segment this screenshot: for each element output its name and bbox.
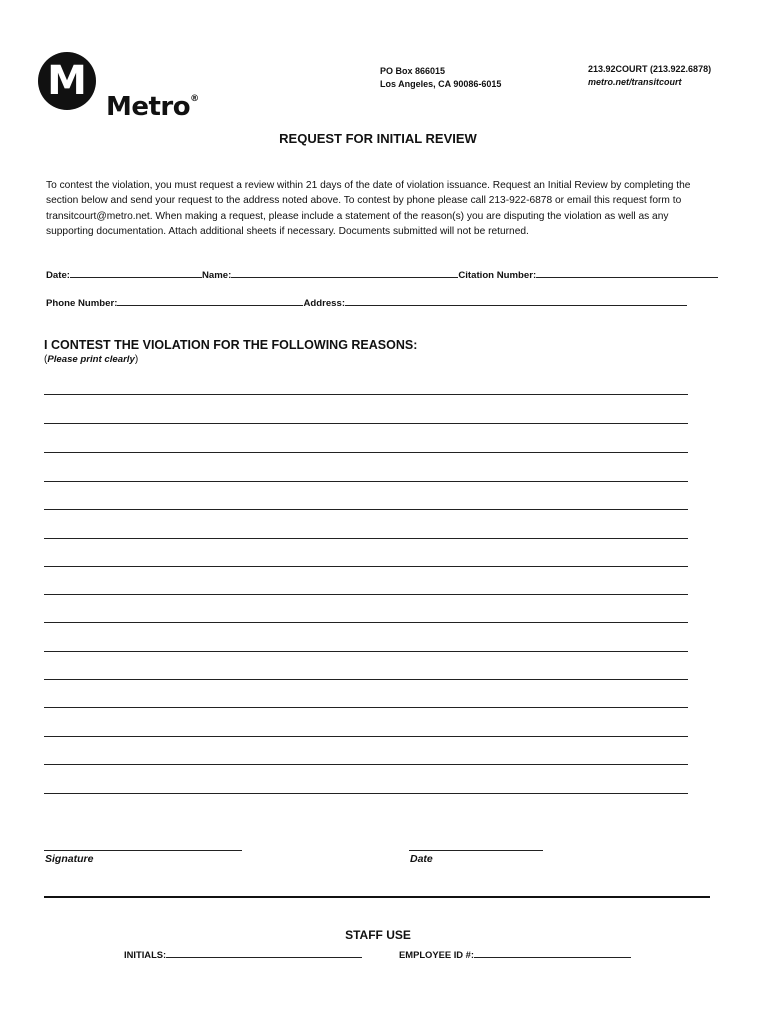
contact-info — [588, 63, 711, 89]
reason-line[interactable] — [44, 793, 688, 794]
note-paren-close: ) — [134, 354, 139, 365]
reason-line[interactable] — [44, 509, 688, 510]
address-field[interactable] — [345, 296, 687, 306]
info-row-1 — [46, 268, 718, 281]
address-line-2: Los Angeles, CA 90086-6015 — [380, 79, 502, 89]
signature-label: Signature — [45, 853, 94, 865]
info-row-2 — [46, 296, 687, 309]
employee-id-row — [399, 948, 631, 960]
reason-line[interactable] — [44, 622, 688, 623]
contact-phone: 213.92COURT (213.922.6878) — [588, 64, 712, 74]
phone-number-field[interactable] — [117, 296, 303, 306]
initials-label: INITIALS: — [124, 949, 167, 960]
citation-number-label: Citation Number: — [458, 270, 537, 281]
signature-date-label: Date — [410, 853, 433, 865]
reason-line[interactable] — [44, 566, 688, 567]
logo-wordmark-text: Metro — [106, 92, 191, 122]
note-text: Please print clearly — [47, 354, 135, 365]
contact-website: metro.net/transitcourt — [588, 77, 682, 87]
reason-line[interactable] — [44, 764, 688, 765]
reason-line[interactable] — [44, 707, 688, 708]
employee-id-field[interactable] — [474, 948, 631, 958]
employee-id-label: EMPLOYEE ID #: — [399, 949, 475, 960]
reason-line[interactable] — [44, 394, 688, 395]
staff-use-heading: STAFF USE — [345, 928, 411, 942]
signature-date-field[interactable] — [409, 850, 543, 851]
instructions-paragraph: To contest the violation, you must request a review within 21 days of the date of violation issuance. Request an Initial Review by completing the section below and send your request to the address noted above. To contest by phone please call 213-922-6878 or email this request form to transitcourt@metro.net. When making a request, please include a statement of the reason(s) you are disputing the violation as well as any supporting documentation. Attach additional sheets if necessary. Documents submitted will not be returned. — [46, 180, 691, 238]
signature-field[interactable] — [44, 850, 242, 851]
reason-line[interactable] — [44, 594, 688, 595]
address-label: Address: — [303, 298, 346, 309]
address-line-1: PO Box 866015 — [380, 66, 446, 76]
initials-field[interactable] — [166, 948, 362, 958]
date-field[interactable] — [70, 268, 202, 278]
print-clearly-note — [44, 354, 138, 365]
reason-line[interactable] — [44, 452, 688, 453]
initials-row — [124, 948, 362, 960]
registered-mark: ® — [190, 94, 199, 104]
metro-logo-mark: M — [38, 52, 96, 110]
phone-number-label: Phone Number: — [46, 298, 118, 309]
mailing-address — [380, 65, 501, 91]
contest-heading: I CONTEST THE VIOLATION FOR THE FOLLOWING REASONS: — [44, 338, 418, 352]
note-paren-open: ( — [44, 354, 48, 365]
reason-line[interactable] — [44, 679, 688, 680]
reason-line[interactable] — [44, 423, 688, 424]
name-field[interactable] — [231, 268, 458, 278]
metro-logo-wordmark — [106, 92, 199, 122]
citation-number-field[interactable] — [536, 268, 718, 278]
form-title: REQUEST FOR INITIAL REVIEW — [279, 131, 477, 146]
reason-line[interactable] — [44, 651, 688, 652]
reason-line[interactable] — [44, 481, 688, 482]
section-divider — [44, 896, 710, 898]
reason-line[interactable] — [44, 736, 688, 737]
reason-line[interactable] — [44, 538, 688, 539]
date-label: Date: — [46, 270, 70, 281]
name-label: Name: — [202, 270, 232, 281]
